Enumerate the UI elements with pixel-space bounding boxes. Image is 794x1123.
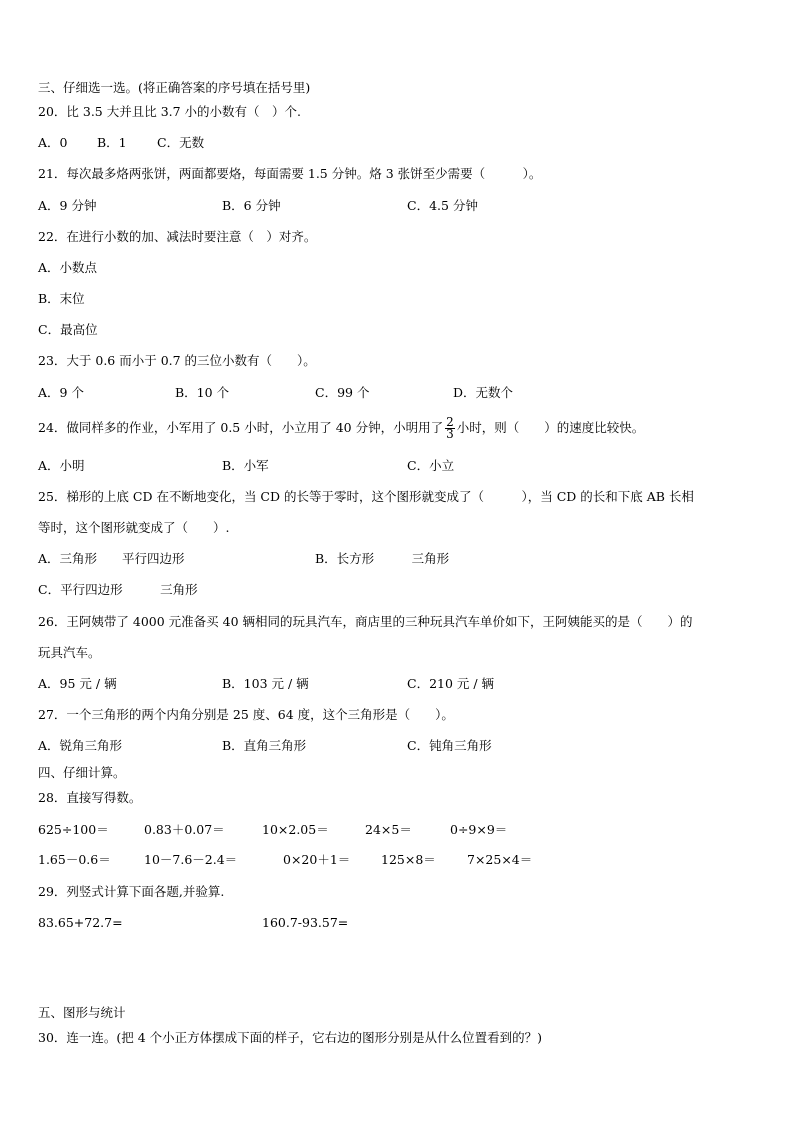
question-stem: 20．比 3.5 大并且比 3.7 小的小数有（ ）个. xyxy=(38,104,302,119)
section-3-title: 三、仔细选一选。(将正确答案的序号填在括号里) xyxy=(38,80,311,95)
option-a: A．0 xyxy=(38,135,68,150)
option-c: C．4.5 分钟 xyxy=(407,198,478,213)
question-stem xyxy=(38,414,644,442)
option-a: A．小明 xyxy=(38,458,85,473)
fraction-denominator: 3 xyxy=(446,427,454,441)
fraction xyxy=(445,417,455,440)
option-c: C．钝角三角形 xyxy=(407,738,492,753)
option-d: D．无数个 xyxy=(453,385,514,400)
option-c: C．99 个 xyxy=(315,385,370,400)
option-c: C．最高位 xyxy=(38,322,98,337)
option-b: B．103 元 / 辆 xyxy=(222,676,309,691)
calc-item: 0.83＋0.07＝ xyxy=(144,822,225,837)
section-4-title: 四、仔细计算。 xyxy=(38,765,126,780)
question-stem: 29．列竖式计算下面各题,并验算. xyxy=(38,884,225,899)
option-a: A．小数点 xyxy=(38,260,98,275)
section-5-title: 五、图形与统计 xyxy=(38,1005,126,1020)
option-c: C．无数 xyxy=(157,135,205,150)
option-b: B．长方形 三角形 xyxy=(315,551,450,566)
question-stem: 23．大于 0.6 而小于 0.7 的三位小数有（ ）。 xyxy=(38,353,316,368)
calc-item: 625÷100＝ xyxy=(38,822,109,837)
question-stem: 22．在进行小数的加、减法时要注意（ ）对齐。 xyxy=(38,229,317,244)
question-stem-line-2: 玩具汽车。 xyxy=(38,645,101,660)
question-stem: 28．直接写得数。 xyxy=(38,790,142,805)
question-stem: 30．连一连。(把 4 个小正方体摆成下面的样子，它右边的图形分别是从什么位置看到的？) xyxy=(38,1030,543,1045)
calc-item: 10×2.05＝ xyxy=(262,822,329,837)
option-b: B．直角三角形 xyxy=(222,738,307,753)
option-b: B．10 个 xyxy=(175,385,230,400)
stem-part-a: 24．做同样多的作业，小军用了 0.5 小时，小立用了 40 分钟，小明用了 xyxy=(38,420,444,435)
calc-item: 10－7.6－2.4＝ xyxy=(144,852,238,867)
question-stem: 21．每次最多烙两张饼，两面都要烙，每面需要 1.5 分钟。烙 3 张饼至少需要（ ）。 xyxy=(38,166,542,181)
option-b: B．1 xyxy=(97,135,127,150)
option-a: A．9 分钟 xyxy=(38,198,97,213)
question-stem-line-1: 26．王阿姨带了 4000 元准备买 40 辆相同的玩具汽车，商店里的三种玩具汽车单价如下，王阿姨能买的是（ ）的 xyxy=(38,614,693,629)
option-b: B．末位 xyxy=(38,291,85,306)
stem-part-b: 小时，则（ ）的速度比较快。 xyxy=(456,420,645,435)
calc-item: 1.65－0.6＝ xyxy=(38,852,111,867)
option-a: A．三角形 平行四边形 xyxy=(38,551,185,566)
option-a: A．锐角三角形 xyxy=(38,738,123,753)
calc-item: 0×20＋1＝ xyxy=(283,852,351,867)
calc-item: 125×8＝ xyxy=(381,852,436,867)
question-stem: 27．一个三角形的两个内角分别是 25 度、64 度，这个三角形是（ ）。 xyxy=(38,707,454,722)
option-b: B．6 分钟 xyxy=(222,198,281,213)
option-c: C．210 元 / 辆 xyxy=(407,676,495,691)
calc-item: 83.65+72.7= xyxy=(38,915,123,930)
question-stem-line-1: 25．梯形的上底 CD 在不断地变化，当 CD 的长等于零时，这个图形就变成了（ ），当 CD 的长和下底 AB 长相 xyxy=(38,489,694,504)
option-a: A．95 元 / 辆 xyxy=(38,676,117,691)
calc-item: 24×5＝ xyxy=(365,822,412,837)
fraction-numerator: 2 xyxy=(446,415,454,429)
option-c: C．平行四边形 三角形 xyxy=(38,582,198,597)
calc-item: 0÷9×9＝ xyxy=(450,822,508,837)
question-stem-line-2: 等时，这个图形就变成了（ ）. xyxy=(38,520,230,535)
option-c: C．小立 xyxy=(407,458,455,473)
option-b: B．小军 xyxy=(222,458,269,473)
option-a: A．9 个 xyxy=(38,385,84,400)
calc-item: 160.7-93.57= xyxy=(262,915,349,930)
calc-item: 7×25×4＝ xyxy=(467,852,533,867)
